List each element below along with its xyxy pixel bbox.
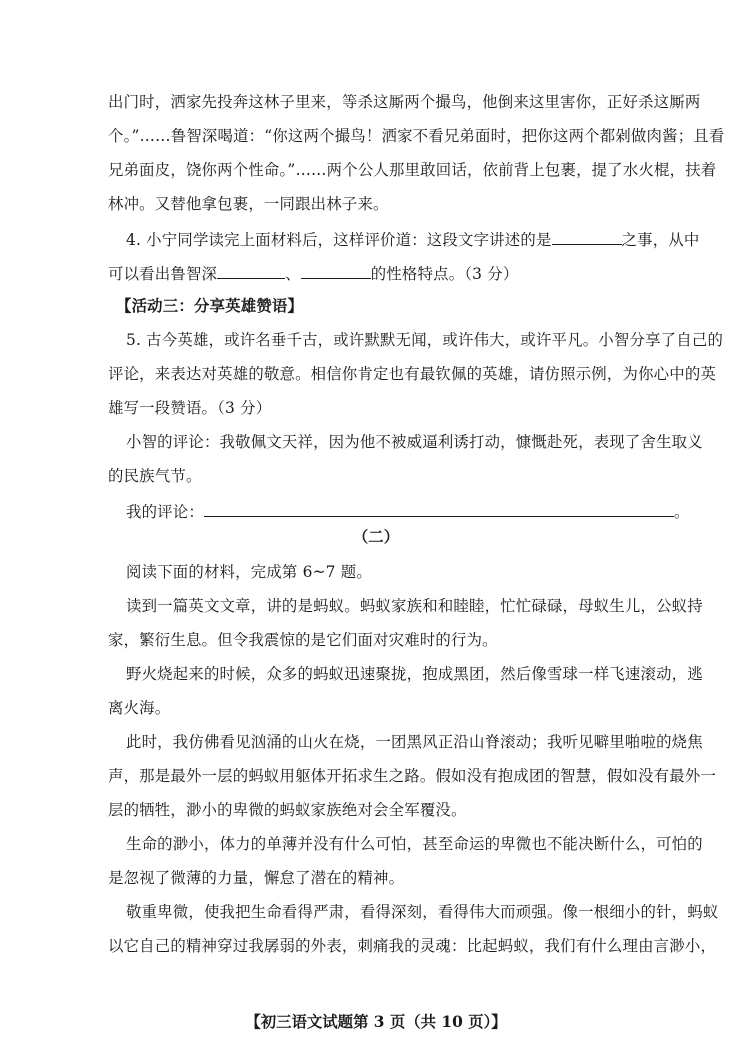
reading-line: 家，繁衍生息。但令我震惊的是它们面对灾难时的行为。 [108,631,498,649]
reading-line: 读到一篇英文文章，讲的是蚂蚁。蚂蚁家族和和睦睦，忙忙碌碌，母蚁生儿，公蚁持 [126,597,703,615]
passage-line: 出门时，洒家先投奔这林子里来，等杀这厮两个撮鸟，他倒来这里害你，正好杀这厮两 [108,93,701,111]
activity-3-heading: 【活动三：分享英雄赞语】 [116,297,304,315]
passage-line: 林冲。又替他拿包裹，一同跟出林子来。 [108,195,389,213]
reading-line: 野火烧起来的时候，众多的蚂蚁迅速聚拢，抱成黑团，然后像雪球一样飞速滚动，逃 [126,665,703,683]
answer-blank-trait2[interactable] [301,262,371,279]
reading-line: 层的牺牲，渺小的卑微的蚂蚁家族绝对会全军覆没。 [108,801,467,819]
my-comment-line [126,500,752,522]
page-footer: 【初三语文试题第 3 页（共 10 页）】 [245,1013,507,1031]
reading-line: 以它自己的精神穿过我孱弱的外表，刺痛我的灵魂：比起蚂蚁，我们有什么理由言渺小， [108,937,717,955]
my-comment-label: 我的评论： [126,503,204,521]
question-4-text: 、 [285,265,301,283]
question-5-line: 5. 古今英雄，或许名垂千古，或许默默无闻，或许伟大，或许平凡。小智分享了自己的 [126,331,724,349]
passage-line: 兄弟面皮，饶你两个性命。”……两个公人那里敢回话，依前背上包裹，提了水火棍，扶着 [108,161,717,179]
question-5-line: 雄写一段赞语。（3 分） [108,399,272,417]
example-comment: 的民族气节。 [108,467,202,485]
section-heading: （二） [352,528,400,546]
passage-line: 个。”……鲁智深喝道：“你这两个撮鸟！洒家不看兄弟面时，把你这两个都剁做肉酱；且看 [108,127,725,145]
answer-blank-event[interactable] [552,228,622,245]
example-comment: 小智的评论：我敬佩文天祥，因为他不被威逼利诱打动，慷慨赴死，表现了舍生取义 [126,433,703,451]
reading-line: 声，那是最外一层的蚂蚁用躯体开拓求生之路。假如没有抱成团的智慧，假如没有最外一 [108,767,717,785]
answer-blank-trait1[interactable] [217,262,285,279]
question-4-text: 可以看出鲁智深 [108,265,218,283]
question-4-text: 之事，从中 [621,231,700,249]
reading-line: 此时，我仿佛看见汹涌的山火在烧，一团黑风正沿山脊滚动；我听见噼里啪啦的烧焦 [126,733,703,751]
question-4-line2 [108,262,752,284]
reading-line: 生命的渺小，体力的单薄并没有什么可怕，甚至命运的卑微也不能决断什么，可怕的 [126,835,703,853]
reading-line: 是忽视了微薄的力量，懈怠了潜在的精神。 [108,869,405,887]
question-4-text: 的性格特点。（3 分） [370,265,519,283]
reading-line: 离火海。 [108,699,171,717]
period: 。 [673,503,690,521]
question-4-line1 [126,228,752,250]
my-comment-blank[interactable] [204,500,674,517]
reading-intro: 阅读下面的材料，完成第 6~7 题。 [126,563,372,581]
reading-line: 敬重卑微，使我把生命看得严肃，看得深刻，看得伟大而顽强。像一根细小的针，蚂蚁 [126,903,719,921]
question-5-line: 评论，来表达对英雄的敬意。相信你肯定也有最钦佩的英雄，请仿照示例，为你心中的英 [108,365,717,383]
question-4-text: 4. 小宁同学读完上面材料后，这样评价道：这段文字讲述的是 [126,231,552,249]
